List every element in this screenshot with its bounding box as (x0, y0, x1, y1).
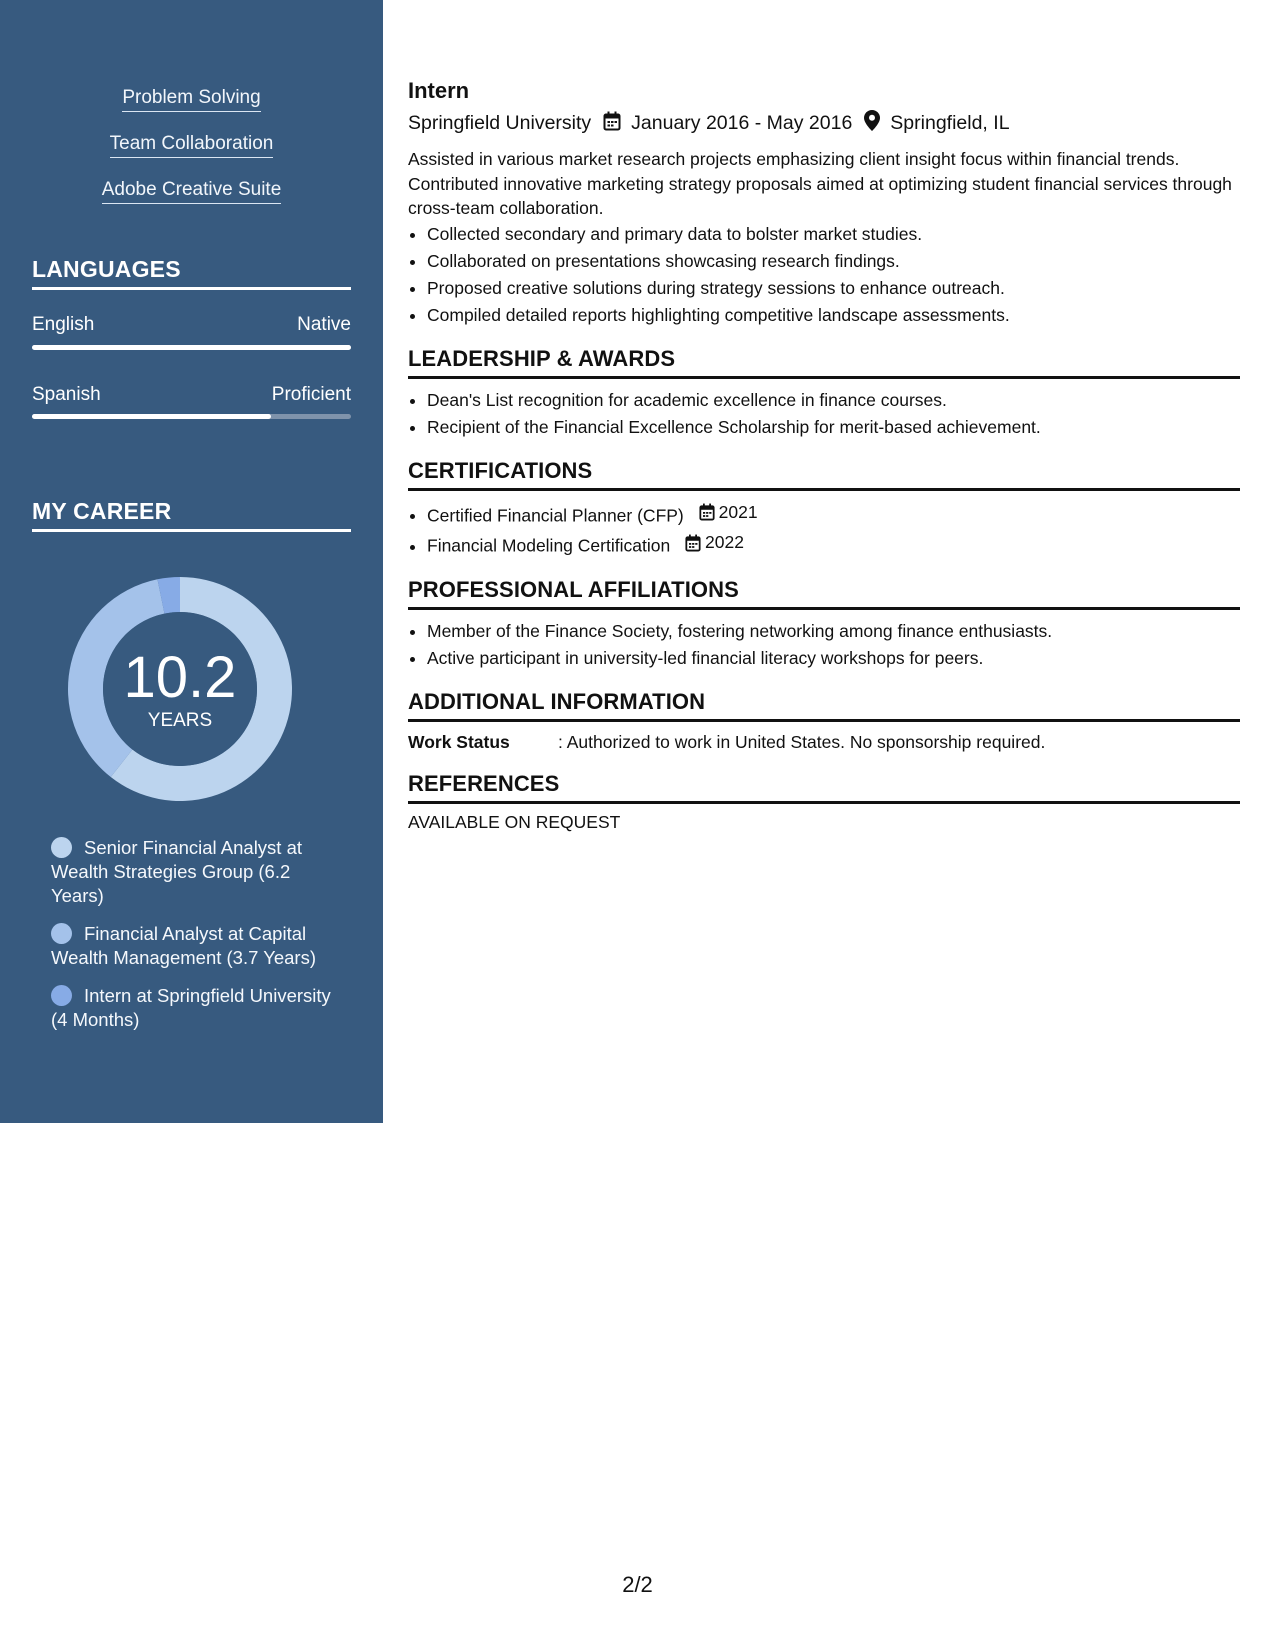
career-legend-item (51, 984, 331, 1032)
certification-name: Certified Financial Planner (CFP) (427, 505, 684, 525)
career-legend-label: Senior Financial Analyst at Wealth Strategies Group (6.2 Years) (51, 837, 303, 906)
skill-item: Team Collaboration (110, 132, 274, 158)
leadership-item: • Dean's List recognition for academic excellence in finance courses. (427, 387, 1240, 414)
languages-heading: LANGUAGES (32, 256, 351, 290)
career-total-years: 10.2 (123, 645, 237, 710)
job-bullet: • Collected secondary and primary data to bolster market studies. (427, 221, 1240, 248)
career-legend-item (51, 836, 331, 908)
page-number: 2/2 (622, 1572, 653, 1597)
career-legend-label: Financial Analyst at Capital Wealth Management (3.7 Years) (51, 923, 316, 968)
career-legend-label: Intern at Springfield University (4 Months) (51, 985, 331, 1030)
leadership-item: • Recipient of the Financial Excellence Scholarship for merit-based achievement. (427, 414, 1240, 441)
legend-dot-icon (51, 985, 72, 1006)
legend-dot-icon (51, 923, 72, 944)
affiliations-heading: PROFESSIONAL AFFILIATIONS (408, 577, 1240, 610)
career-years-label: YEARS (147, 710, 213, 731)
job-bullets (408, 221, 1240, 329)
work-status-row (408, 730, 1240, 754)
job-bullet: • Proposed creative solutions during strategy sessions to enhance outreach. (427, 275, 1240, 302)
job-description: Assisted in various market research projects emphasizing client insight focus within financial trends. Contributed innovative marketing strategy proposals aimed at optimizing student financial services through cross-team collaboration. (408, 149, 1232, 218)
skill-item: Problem Solving (122, 86, 260, 112)
language-bar-spanish (32, 414, 351, 419)
affiliations-list (408, 618, 1240, 672)
career-legend-item (51, 922, 331, 970)
work-status-label: Work Status (408, 731, 510, 752)
job-title: Intern (408, 78, 470, 103)
map-pin-icon (864, 110, 880, 137)
job-meta (408, 110, 1240, 137)
skill-item: Adobe Creative Suite (102, 178, 282, 204)
language-bar-english (32, 345, 351, 350)
certification-year: 2022 (705, 532, 744, 552)
certifications-list (408, 499, 1240, 560)
language-level: Proficient (271, 384, 351, 405)
job-location: Springfield, IL (890, 112, 1010, 134)
language-row-spanish (32, 384, 351, 406)
certification-date (685, 529, 744, 556)
sidebar (0, 0, 383, 1123)
affiliation-item: • Active participant in university-led financial literacy workshops for peers. (427, 645, 1240, 672)
main-content (408, 78, 1240, 833)
calendar-icon (603, 111, 621, 137)
language-name: Spanish (32, 384, 101, 405)
job-bullet: • Compiled detailed reports highlighting competitive landscape assessments. (427, 302, 1240, 329)
language-row-english (32, 314, 351, 336)
additional-info-heading: ADDITIONAL INFORMATION (408, 689, 1240, 722)
certification-item (427, 499, 1240, 530)
calendar-icon (685, 534, 701, 552)
job-dates: January 2016 - May 2016 (631, 112, 853, 134)
leadership-list (408, 387, 1240, 441)
work-status-value: : Authorized to work in United States. No sponsorship required. (558, 731, 1046, 752)
calendar-icon (699, 503, 715, 521)
language-level: Native (297, 314, 351, 335)
certification-year: 2021 (718, 501, 758, 522)
affiliation-item: • Member of the Finance Society, fostering networking among finance enthusiasts. (427, 618, 1240, 645)
job-company: Springfield University (408, 112, 592, 134)
career-heading: MY CAREER (32, 498, 351, 532)
language-bar-fill (32, 345, 351, 350)
language-bar-fill (32, 414, 271, 419)
skills-list (0, 86, 383, 224)
references-heading: REFERENCES (408, 771, 1240, 804)
career-legend (51, 836, 331, 1046)
legend-dot-icon (51, 837, 72, 858)
certification-date (699, 499, 758, 526)
references-text: AVAILABLE ON REQUEST (408, 811, 621, 832)
language-name: English (32, 314, 95, 335)
job-bullet: • Collaborated on presentations showcasing research findings. (427, 248, 1240, 275)
certification-item (427, 529, 1240, 560)
certifications-heading: CERTIFICATIONS (408, 458, 1240, 491)
leadership-heading: LEADERSHIP & AWARDS (408, 346, 1240, 379)
certification-name: Financial Modeling Certification (427, 535, 671, 556)
